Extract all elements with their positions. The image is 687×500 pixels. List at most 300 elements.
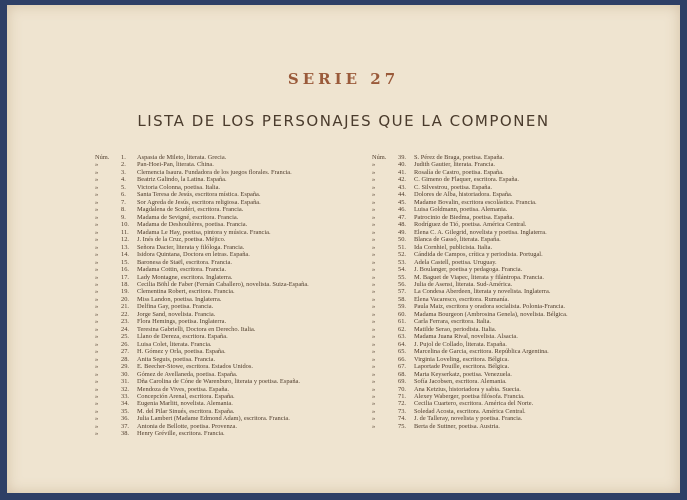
entry-number: 67. bbox=[398, 363, 406, 371]
entry-text: Ida Cornhiel, publicista. Italia. bbox=[414, 243, 493, 251]
entry-number: 38. bbox=[121, 430, 129, 438]
list-item bbox=[95, 393, 377, 400]
entry-prefix: » bbox=[95, 228, 99, 236]
entry-text: Magdalena de Scudéri, escritora. Francia. bbox=[137, 206, 244, 214]
entry-prefix: » bbox=[95, 340, 99, 348]
entry-number: 16. bbox=[121, 266, 129, 274]
series-title: SERIE 27 bbox=[287, 70, 400, 88]
entry-text: Paula Maiz, escritora y oradora socialista. Polonia-Francia. bbox=[414, 303, 566, 311]
entry-text: Marta Keyserkatz, poetisa. Venezuela. bbox=[414, 370, 512, 378]
entry-text: Aspasia de Mileto, literata. Grecia. bbox=[137, 154, 227, 161]
entry-prefix: » bbox=[95, 191, 99, 199]
list-item bbox=[95, 176, 377, 183]
list-item bbox=[372, 296, 654, 303]
entry-number: 61. bbox=[398, 318, 406, 326]
entry-number: 2. bbox=[121, 161, 126, 169]
list-item bbox=[372, 415, 654, 422]
list-item bbox=[95, 266, 377, 273]
entry-text: Elena Vacaresco, escritora. Rumanía. bbox=[414, 295, 509, 303]
entry-prefix: » bbox=[95, 325, 99, 333]
entry-text: Delfina Gay, poetisa. Francia. bbox=[137, 303, 214, 311]
entry-text: Victoria Colonna, poetisa. Italia. bbox=[137, 183, 221, 191]
list-item bbox=[95, 303, 377, 310]
list-item bbox=[95, 326, 377, 333]
entry-prefix: » bbox=[372, 355, 376, 363]
list-item bbox=[372, 371, 654, 378]
entry-prefix: » bbox=[372, 198, 376, 206]
entry-number: 29. bbox=[121, 363, 129, 371]
entry-text: Baronesa de Staël, escritora. Francia. bbox=[137, 258, 232, 266]
entry-prefix: » bbox=[95, 295, 99, 303]
list-item bbox=[95, 236, 377, 243]
entry-text: Alexey Waberger, poetisa filósofa. Francia. bbox=[414, 393, 525, 400]
entry-number: 48. bbox=[398, 221, 406, 229]
entry-number: 36. bbox=[121, 415, 129, 423]
entry-text: Beatriz Galindo, la Latina. España. bbox=[137, 176, 227, 184]
entry-prefix: » bbox=[372, 221, 376, 229]
entry-prefix: » bbox=[95, 378, 99, 386]
entry-text: S. Pérez de Braga, poetisa. España. bbox=[414, 154, 504, 161]
list-item bbox=[372, 274, 654, 281]
entry-number: 33. bbox=[121, 393, 129, 400]
entry-number: 43. bbox=[398, 183, 406, 191]
entry-text: Matilde Serao, periodista. Italia. bbox=[414, 325, 497, 333]
entry-number: 15. bbox=[121, 258, 129, 266]
list-item bbox=[95, 333, 377, 340]
list-item bbox=[95, 221, 377, 228]
entry-prefix: » bbox=[372, 295, 376, 303]
entry-text: Sor Agreda de Jesús, escritora religiosa. España. bbox=[137, 198, 261, 206]
list-item bbox=[95, 408, 377, 415]
entry-prefix: » bbox=[95, 348, 99, 356]
list-item bbox=[372, 229, 654, 236]
entry-number: 39. bbox=[398, 154, 406, 161]
entry-prefix: » bbox=[372, 415, 376, 423]
list-item bbox=[372, 356, 654, 363]
entry-text: J. de Talleray, novelista y poetisa. Francia. bbox=[414, 415, 523, 423]
list-item bbox=[95, 415, 377, 422]
entry-prefix: » bbox=[95, 183, 99, 191]
entry-text: C. Silvestrou, poetisa. España. bbox=[414, 183, 492, 191]
entry-prefix: » bbox=[95, 303, 99, 311]
left-column bbox=[95, 154, 377, 438]
entry-text: Virginia Loveling, escritora. Bélgica. bbox=[414, 355, 509, 363]
entry-prefix: » bbox=[372, 407, 376, 415]
entry-text: J. Inés de la Cruz, poetisa. Méjico. bbox=[137, 236, 226, 244]
entry-number: 54. bbox=[398, 266, 406, 274]
entry-number: 27. bbox=[121, 348, 129, 356]
entry-prefix: » bbox=[372, 378, 376, 386]
entry-text: Luisa Goldmann, poetisa. Alemania. bbox=[414, 206, 508, 214]
list-item bbox=[95, 288, 377, 295]
list-item bbox=[95, 199, 377, 206]
list-item bbox=[372, 266, 654, 273]
entry-prefix: » bbox=[95, 176, 99, 184]
entry-prefix: » bbox=[372, 340, 376, 348]
entry-number: 32. bbox=[121, 385, 129, 393]
entry-number: 4. bbox=[121, 176, 126, 184]
entry-prefix: » bbox=[372, 393, 376, 400]
entry-prefix: » bbox=[372, 280, 376, 288]
entry-number: 47. bbox=[398, 213, 406, 221]
entry-text: Blanca de Gassó, literata. España. bbox=[414, 236, 501, 244]
entry-prefix: » bbox=[95, 236, 99, 244]
entry-text: Elena C. A. Gilegrid, novelista y poetisa. Inglaterra. bbox=[414, 228, 547, 236]
list-item bbox=[372, 169, 654, 176]
list-item bbox=[95, 423, 377, 430]
entry-text: Clemencia Isaura. Fundadora de los juegos florales. Francia. bbox=[137, 168, 292, 176]
entry-number: 63. bbox=[398, 333, 406, 341]
list-item bbox=[372, 214, 654, 221]
list-item bbox=[372, 363, 654, 370]
entry-text: Julia Lambert (Madame Edmond Adam), escritora. Francia. bbox=[137, 415, 290, 423]
entry-prefix: » bbox=[372, 303, 376, 311]
entry-number: 59. bbox=[398, 303, 406, 311]
entry-text: Anita Seguis, poetisa. Francia. bbox=[137, 355, 216, 363]
entry-number: 55. bbox=[398, 273, 406, 281]
entry-text: Cándida de Campos, crítica y periodista. Portugal. bbox=[414, 251, 543, 259]
entry-text: Cecilia Cuartero, escritora. América del Norte. bbox=[414, 400, 534, 408]
entry-prefix: » bbox=[95, 221, 99, 229]
list-item bbox=[95, 296, 377, 303]
entry-text: Henry Gréville, escritora. Francia. bbox=[137, 430, 225, 438]
list-item bbox=[372, 378, 654, 385]
list-item bbox=[372, 199, 654, 206]
entry-text: Madama Bourgeon (Ambrosina Genela), novelista. Bélgica. bbox=[414, 310, 568, 318]
entry-text: Concepción Arenal, escritora. España. bbox=[137, 393, 235, 400]
entry-text: Marcelina de Garcia, escritora. República Argentina. bbox=[414, 348, 549, 356]
entry-number: 12. bbox=[121, 236, 129, 244]
entry-text: C. Gimeno de Flaquer, escritora. España. bbox=[414, 176, 519, 184]
list-item bbox=[95, 348, 377, 355]
entry-text: Gómez de Avellaneda, poetisa. España. bbox=[137, 370, 238, 378]
entry-prefix: » bbox=[372, 183, 376, 191]
entry-number: 34. bbox=[121, 400, 129, 408]
list-item bbox=[372, 311, 654, 318]
entry-text: Cecilia Böhl de Faber (Fernán Caballero), novelista. Suiza-España. bbox=[137, 280, 309, 288]
entry-prefix: » bbox=[372, 191, 376, 199]
entry-prefix: » bbox=[372, 266, 376, 274]
entry-prefix: » bbox=[372, 168, 376, 176]
entry-text: J. Boulanger, poetisa y pedagoga. Francia. bbox=[414, 266, 523, 274]
entry-prefix: » bbox=[372, 310, 376, 318]
entry-number: 3. bbox=[121, 168, 126, 176]
entry-prefix: » bbox=[372, 273, 376, 281]
list-item bbox=[95, 274, 377, 281]
entry-number: 30. bbox=[121, 370, 129, 378]
entry-text: Carla Ferrara, escritora. Italia. bbox=[414, 318, 491, 326]
list-item bbox=[372, 154, 654, 161]
entry-number: 9. bbox=[121, 213, 126, 221]
list-item bbox=[95, 229, 377, 236]
list-item bbox=[372, 176, 654, 183]
entry-text: Sofía Jacobsen, escritora. Alemania. bbox=[414, 378, 507, 386]
entry-prefix: » bbox=[95, 415, 99, 423]
list-item bbox=[372, 318, 654, 325]
entry-number: 73. bbox=[398, 407, 406, 415]
list-item bbox=[372, 259, 654, 266]
entry-prefix: » bbox=[372, 318, 376, 326]
entry-text: La Condesa Aberdeen, literata y novelista. Inglaterra. bbox=[414, 288, 551, 296]
entry-number: 56. bbox=[398, 280, 406, 288]
entry-text: Eugenia Marlitt, novelista. Alemania. bbox=[137, 400, 233, 408]
entry-prefix: » bbox=[95, 251, 99, 259]
printed-card bbox=[7, 5, 680, 493]
entry-text: Lady Montagne, escritora. Inglaterra. bbox=[137, 273, 233, 281]
list-item bbox=[95, 161, 377, 168]
entry-number: 8. bbox=[121, 206, 126, 214]
list-item bbox=[372, 333, 654, 340]
entry-text: Rosalía de Castro, poetisa. España. bbox=[414, 168, 504, 176]
entry-number: 17. bbox=[121, 273, 129, 281]
entry-number: 58. bbox=[398, 295, 406, 303]
entry-text: J. Pujol de Collado, literata. España. bbox=[414, 340, 507, 348]
entry-prefix: Núm. bbox=[95, 154, 110, 161]
entry-prefix: » bbox=[372, 325, 376, 333]
entry-prefix: » bbox=[95, 198, 99, 206]
entry-number: 69. bbox=[398, 378, 406, 386]
entry-prefix: » bbox=[95, 280, 99, 288]
list-item bbox=[95, 281, 377, 288]
entry-prefix: » bbox=[95, 310, 99, 318]
list-item bbox=[372, 161, 654, 168]
entry-prefix: » bbox=[95, 273, 99, 281]
entry-number: 40. bbox=[398, 161, 406, 169]
entry-prefix: » bbox=[372, 236, 376, 244]
entry-prefix: » bbox=[95, 385, 99, 393]
entry-number: 25. bbox=[121, 333, 129, 341]
entry-text: Isidora Quintana, Doctora en letras. España. bbox=[137, 251, 250, 259]
list-item bbox=[95, 191, 377, 198]
entry-number: 66. bbox=[398, 355, 406, 363]
entry-prefix: » bbox=[372, 206, 376, 214]
entry-prefix: Núm. bbox=[372, 154, 387, 161]
list-item bbox=[95, 341, 377, 348]
entry-prefix: » bbox=[95, 407, 99, 415]
list-item bbox=[95, 169, 377, 176]
list-item bbox=[95, 154, 377, 161]
list-item bbox=[95, 318, 377, 325]
entry-prefix: » bbox=[95, 168, 99, 176]
entry-prefix: » bbox=[372, 243, 376, 251]
entry-prefix: » bbox=[95, 370, 99, 378]
entry-prefix: » bbox=[372, 258, 376, 266]
entry-text: Jorge Sand, novelista. Francia. bbox=[137, 310, 216, 318]
entry-number: 28. bbox=[121, 355, 129, 363]
entry-prefix: » bbox=[95, 258, 99, 266]
entry-number: 42. bbox=[398, 176, 406, 184]
entry-text: Teresina Gabrielli, Doctora en Derecho. Italia. bbox=[137, 325, 256, 333]
entry-number: 6. bbox=[121, 191, 126, 199]
entry-number: 74. bbox=[398, 415, 406, 423]
entry-text: Judith Gautier, literata. Francia. bbox=[414, 161, 496, 169]
list-item bbox=[95, 371, 377, 378]
list-item bbox=[95, 400, 377, 407]
entry-prefix: » bbox=[95, 430, 99, 438]
entry-text: H. Gómez y Orla, poetisa. España. bbox=[137, 348, 226, 356]
entry-prefix: » bbox=[372, 228, 376, 236]
entry-text: Mendoza de Vives, poetisa. España. bbox=[137, 385, 229, 393]
list-item bbox=[372, 386, 654, 393]
entry-number: 51. bbox=[398, 243, 406, 251]
entry-text: Madame Bovalin, escritora escolástica. Francia. bbox=[414, 198, 537, 206]
entry-prefix: » bbox=[372, 370, 376, 378]
entry-text: Laportade Pouille, escritora. Bélgica. bbox=[414, 363, 510, 371]
entry-prefix: » bbox=[95, 206, 99, 214]
list-item bbox=[95, 386, 377, 393]
entry-prefix: » bbox=[372, 288, 376, 296]
list-item bbox=[372, 244, 654, 251]
entry-prefix: » bbox=[95, 318, 99, 326]
list-item bbox=[372, 423, 654, 430]
entry-number: 52. bbox=[398, 251, 406, 259]
entry-text: E. Beecher-Stowe, escritora. Estados Unidos. bbox=[137, 363, 253, 371]
entry-text: M. Baguet de Viapec, literata y filántropa. Francia. bbox=[414, 273, 544, 281]
entry-number: 49. bbox=[398, 228, 406, 236]
entry-number: 1. bbox=[121, 154, 126, 161]
entry-prefix: » bbox=[372, 385, 376, 393]
right-column bbox=[372, 154, 654, 430]
list-item bbox=[372, 393, 654, 400]
entry-number: 62. bbox=[398, 325, 406, 333]
entry-prefix: » bbox=[372, 363, 376, 371]
list-item bbox=[95, 184, 377, 191]
entry-prefix: » bbox=[372, 251, 376, 259]
entry-prefix: » bbox=[372, 400, 376, 408]
entry-number: 13. bbox=[121, 243, 129, 251]
entry-number: 7. bbox=[121, 198, 126, 206]
entry-number: 72. bbox=[398, 400, 406, 408]
entry-text: Patrocinio de Biedma, poetisa. España. bbox=[414, 213, 514, 221]
entry-number: 35. bbox=[121, 407, 129, 415]
entry-text: Ana Ketzius, historiadora y sabia. Suecia. bbox=[414, 385, 521, 393]
entry-text: Señora Dacier, literata y filóloga. Francia. bbox=[137, 243, 245, 251]
entry-prefix: » bbox=[372, 176, 376, 184]
list-item bbox=[372, 236, 654, 243]
list-item bbox=[372, 348, 654, 355]
entry-text: Dña Carolina de Cóne de Warenburo, literata y poetisa. España. bbox=[137, 378, 300, 386]
entry-number: 60. bbox=[398, 310, 406, 318]
list-item bbox=[95, 356, 377, 363]
entry-text: Julia de Asensi, literata. Sud-América. bbox=[414, 280, 513, 288]
entry-prefix: » bbox=[95, 400, 99, 408]
entry-text: Miss Landon, poetisa. Inglaterra. bbox=[137, 295, 222, 303]
list-item bbox=[372, 400, 654, 407]
entry-number: 44. bbox=[398, 191, 406, 199]
entry-number: 20. bbox=[121, 295, 129, 303]
entry-number: 21. bbox=[121, 303, 129, 311]
entry-prefix: » bbox=[95, 288, 99, 296]
list-heading: LISTA DE LOS PERSONAJES QUE LA COMPONEN bbox=[137, 112, 550, 130]
list-item bbox=[95, 259, 377, 266]
entry-text: Adela Castell, poetisa. Uruguay. bbox=[414, 258, 497, 266]
entry-number: 18. bbox=[121, 280, 129, 288]
list-item bbox=[372, 251, 654, 258]
entry-text: Madama Juana Rival, novelista. Alsacia. bbox=[414, 333, 518, 341]
entry-number: 65. bbox=[398, 348, 406, 356]
entry-prefix: » bbox=[372, 333, 376, 341]
list-item bbox=[372, 206, 654, 213]
entry-number: 70. bbox=[398, 385, 406, 393]
entry-text: Madama de Sevigné, escritora. Francia. bbox=[137, 213, 239, 221]
entry-text: Berta de Suttner, poetisa. Austria. bbox=[414, 422, 500, 430]
list-item bbox=[372, 288, 654, 295]
entry-text: Clementina Robert, escritora. Francia. bbox=[137, 288, 235, 296]
list-item bbox=[95, 214, 377, 221]
entry-number: 71. bbox=[398, 393, 406, 400]
entry-number: 37. bbox=[121, 422, 129, 430]
list-item bbox=[95, 430, 377, 437]
entry-number: 19. bbox=[121, 288, 129, 296]
entry-prefix: » bbox=[95, 355, 99, 363]
entry-text: Antonia de Bellotte, poetisa. Provenza. bbox=[137, 422, 237, 430]
list-item bbox=[372, 303, 654, 310]
entry-prefix: » bbox=[95, 266, 99, 274]
list-item bbox=[372, 221, 654, 228]
entry-text: Rodríguez de Tió, poetisa. América Central. bbox=[414, 221, 527, 229]
entry-number: 68. bbox=[398, 370, 406, 378]
entry-prefix: » bbox=[372, 161, 376, 169]
entry-prefix: » bbox=[95, 213, 99, 221]
entry-prefix: » bbox=[95, 161, 99, 169]
entry-text: Flora Hemings, poetisa. Inglaterra. bbox=[137, 318, 227, 326]
entry-number: 57. bbox=[398, 288, 406, 296]
entry-number: 64. bbox=[398, 340, 406, 348]
entry-prefix: » bbox=[95, 393, 99, 400]
entry-number: 22. bbox=[121, 310, 129, 318]
entry-number: 10. bbox=[121, 221, 129, 229]
list-item bbox=[372, 326, 654, 333]
list-item bbox=[95, 206, 377, 213]
entry-text: Madama Cottin, escritora. Francia. bbox=[137, 266, 227, 274]
entry-number: 26. bbox=[121, 340, 129, 348]
entry-prefix: » bbox=[95, 243, 99, 251]
entry-text: Dolores de Alba, historiadora. España. bbox=[414, 191, 513, 199]
entry-prefix: » bbox=[372, 422, 376, 430]
list-item bbox=[95, 244, 377, 251]
list-item bbox=[95, 251, 377, 258]
list-item bbox=[372, 408, 654, 415]
entry-number: 75. bbox=[398, 422, 406, 430]
entry-prefix: » bbox=[95, 333, 99, 341]
entry-text: Madama de Deshoulières, poetisa. Francia. bbox=[137, 221, 248, 229]
entry-number: 46. bbox=[398, 206, 406, 214]
entry-number: 5. bbox=[121, 183, 126, 191]
entry-number: 41. bbox=[398, 168, 406, 176]
entry-prefix: » bbox=[95, 422, 99, 430]
list-item bbox=[372, 184, 654, 191]
entry-number: 24. bbox=[121, 325, 129, 333]
list-item bbox=[95, 311, 377, 318]
entry-number: 14. bbox=[121, 251, 129, 259]
entry-text: Llano de Dereza, escritora. España. bbox=[137, 333, 228, 341]
entry-prefix: » bbox=[372, 213, 376, 221]
entry-number: 31. bbox=[121, 378, 129, 386]
entry-text: Madama Le Hay, poetisa, pintora y música. Francia. bbox=[137, 228, 271, 236]
entry-text: Santa Teresa de Jesús, escritora mística. España. bbox=[137, 191, 261, 199]
list-item bbox=[95, 378, 377, 385]
entry-number: 53. bbox=[398, 258, 406, 266]
entry-text: Soledad Acosta, escritora. América Central. bbox=[414, 407, 526, 415]
entry-number: 50. bbox=[398, 236, 406, 244]
list-item bbox=[372, 341, 654, 348]
entry-prefix: » bbox=[372, 348, 376, 356]
entry-text: Luisa Colet, literata. Francia. bbox=[137, 340, 212, 348]
entry-text: Pan-Hoei-Pan, literata. China. bbox=[137, 161, 214, 169]
list-item bbox=[95, 363, 377, 370]
entry-number: 11. bbox=[121, 228, 129, 236]
entry-number: 23. bbox=[121, 318, 129, 326]
